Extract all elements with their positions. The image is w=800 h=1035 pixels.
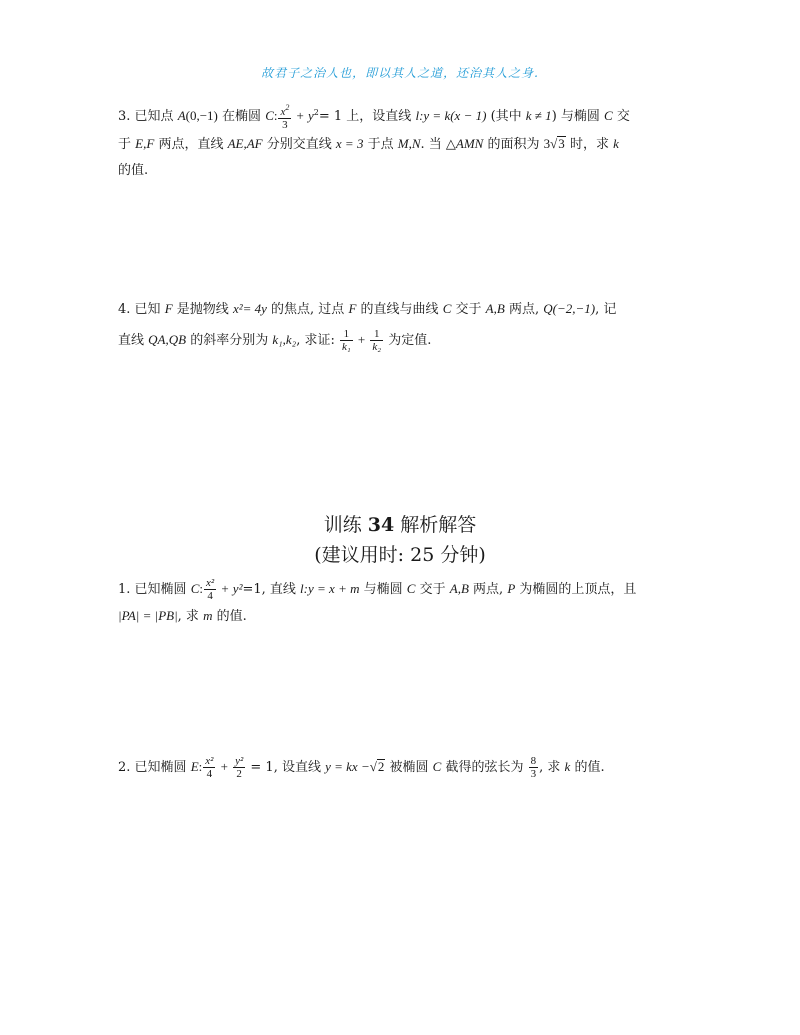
math-text: (0,−1) — [185, 108, 218, 123]
question-2-line-1: 2. 已知椭圆 E: $\frac{\text{x²}}{4}$ + $\frac{\text{y²}}{2}$ = 1, 设直线 y = kx −√2 被椭圆 C 截得的弦长为 $\frac{8}{3}$ , 求 k 的值. — [118, 755, 605, 780]
text: 交于 — [419, 582, 446, 597]
frac-num: 1 — [340, 328, 353, 341]
text: 两点, — [508, 302, 540, 317]
math-var: QA,QB — [148, 332, 187, 347]
question-1-line-1 — [118, 576, 678, 603]
math-var: C — [265, 108, 274, 123]
math-var: C — [432, 759, 442, 774]
math-var: C — [604, 108, 613, 123]
fraction — [233, 755, 245, 780]
fraction — [370, 328, 383, 353]
text: 是抛物线 — [176, 302, 229, 317]
math-text: :y = x + m — [303, 581, 360, 596]
text: 于 — [118, 137, 132, 152]
text: 在椭圆 — [222, 109, 262, 124]
text: 两点, — [473, 582, 504, 597]
text: 两点，直线 — [158, 137, 224, 152]
header-motto: 故君子之治人也，即以其人之道，还治其人之身. — [261, 66, 539, 80]
text: , 求证: — [296, 333, 335, 348]
math-var: E,F — [135, 136, 155, 151]
frac-den: 2 — [236, 768, 242, 780]
math-text: k₁,k₂ — [272, 332, 297, 347]
text: 为定值. — [388, 333, 432, 348]
math-var: C — [442, 301, 452, 316]
math-var: A,B — [449, 581, 469, 596]
math-var: k — [564, 759, 571, 774]
math-text: + — [221, 581, 229, 596]
frac-num: 1 — [370, 328, 383, 341]
math-var: y — [308, 108, 314, 123]
math-text: + — [220, 759, 228, 774]
math-text: : — [198, 759, 203, 774]
math-text: :y = k(x − 1) — [419, 108, 487, 123]
text: 时，求 — [569, 137, 609, 152]
math-var: AE,AF — [227, 136, 263, 151]
frac-num: x² — [205, 577, 215, 589]
section-title — [0, 511, 800, 539]
math-var: A,B — [485, 301, 505, 316]
frac-den: 4 — [207, 590, 213, 602]
text: 的直线与曲线 — [360, 302, 439, 317]
question-1-line-2 — [118, 603, 678, 630]
section-subtitle: (建议用时: 25 分钟) — [314, 544, 486, 566]
math-text: x²= 4y — [232, 301, 267, 316]
exponent: 2 — [313, 108, 319, 117]
math-var: M,N — [397, 136, 421, 151]
math-var: m — [203, 608, 213, 623]
text: 2. 已知椭圆 — [118, 760, 187, 775]
text: 交于 — [455, 302, 482, 317]
math-text: + — [357, 332, 366, 347]
problem-3-line-2: 于 E,F 两点，直线 AE,AF 分别交直线 x = 3 于点 M,N. 当 △AMN 的面积为 3√3 时，求 k — [118, 136, 619, 152]
sqrt-radicand: 3 — [558, 136, 565, 151]
math-text: k ≠ 1 — [525, 108, 552, 123]
text: 1. 已知椭圆 — [118, 582, 187, 597]
text: 被椭圆 — [389, 760, 429, 775]
frac-num: x² — [205, 755, 214, 767]
question-1 — [118, 576, 678, 630]
text: 的斜率分别为 — [190, 333, 269, 348]
text: 的焦点, 过点 — [271, 302, 345, 317]
text: 直线 — [118, 333, 145, 348]
title-prefix: 训练 — [323, 514, 362, 536]
text: 的值. — [216, 609, 247, 624]
problem-4-line-1 — [118, 296, 678, 323]
problem-3-line-3: 的值. — [118, 163, 149, 178]
text: 的值. — [574, 760, 605, 775]
math-var: C — [406, 581, 416, 596]
text: 4. 已知 — [118, 302, 161, 317]
math-var: F — [348, 301, 357, 316]
math-text: 3 — [543, 136, 551, 151]
text: 分别交直线 — [266, 137, 332, 152]
frac-num: y² — [235, 755, 244, 767]
sqrt-radicand: 2 — [377, 759, 385, 774]
title-suffix: 解析解答 — [400, 514, 477, 536]
math-text: |PA| = |PB| — [118, 608, 178, 623]
math-var: l — [415, 108, 420, 123]
text: , 求 — [177, 609, 199, 624]
text: 交 — [616, 109, 630, 124]
text: , 记 — [595, 302, 617, 317]
frac-num: x — [280, 106, 286, 118]
frac-den: 4 — [206, 768, 213, 780]
text: 与椭圆 — [363, 582, 403, 597]
math-text: Q(−2,−1) — [543, 301, 596, 316]
title-number: 34 — [367, 514, 395, 536]
text: 于点 — [367, 137, 394, 152]
problem-3-line-1 — [118, 100, 678, 131]
math-var: l — [300, 581, 304, 596]
math-text: x = 3 — [335, 136, 364, 151]
text: = 1, 设直线 — [250, 760, 321, 775]
frac-den: k₂ — [372, 341, 382, 353]
math-var: A — [177, 108, 186, 123]
frac-den: 3 — [282, 119, 288, 131]
text: ) 与椭圆 — [551, 109, 600, 124]
text: =1, 直线 — [242, 582, 296, 597]
text: (其中 — [490, 109, 522, 124]
fraction — [278, 102, 291, 131]
fraction — [340, 328, 353, 353]
frac-den: 3 — [530, 768, 537, 780]
math-var: P — [507, 581, 516, 596]
frac-den: k₁ — [342, 341, 351, 353]
fraction — [204, 577, 216, 602]
text: , 求 — [539, 760, 561, 775]
problem-4-line-2 — [118, 327, 678, 354]
exponent: 2 — [285, 103, 290, 112]
math-text: y = kx − — [325, 759, 370, 774]
math-var: k — [613, 136, 619, 151]
problem-4 — [118, 296, 678, 354]
text: = 1 上，设直线 — [318, 109, 412, 124]
text: 3. 已知点 — [118, 109, 174, 124]
math-text: y² — [232, 581, 243, 596]
text: 的面积为 — [487, 137, 540, 152]
question-2 — [118, 754, 678, 781]
fraction — [203, 755, 215, 780]
math-text: : — [199, 581, 203, 596]
fraction — [529, 755, 539, 780]
problem-3 — [118, 100, 678, 184]
math-text: : — [273, 108, 278, 123]
math-var: F — [164, 301, 173, 316]
math-var: C — [190, 581, 200, 596]
text: 为椭圆的上顶点，且 — [519, 582, 637, 597]
math-text: △AMN — [445, 136, 484, 151]
frac-num: 8 — [530, 755, 537, 767]
text: . 当 — [420, 137, 442, 152]
math-var: E — [190, 759, 199, 774]
math-text: + — [296, 108, 304, 123]
text: 截得的弦长为 — [445, 760, 524, 775]
